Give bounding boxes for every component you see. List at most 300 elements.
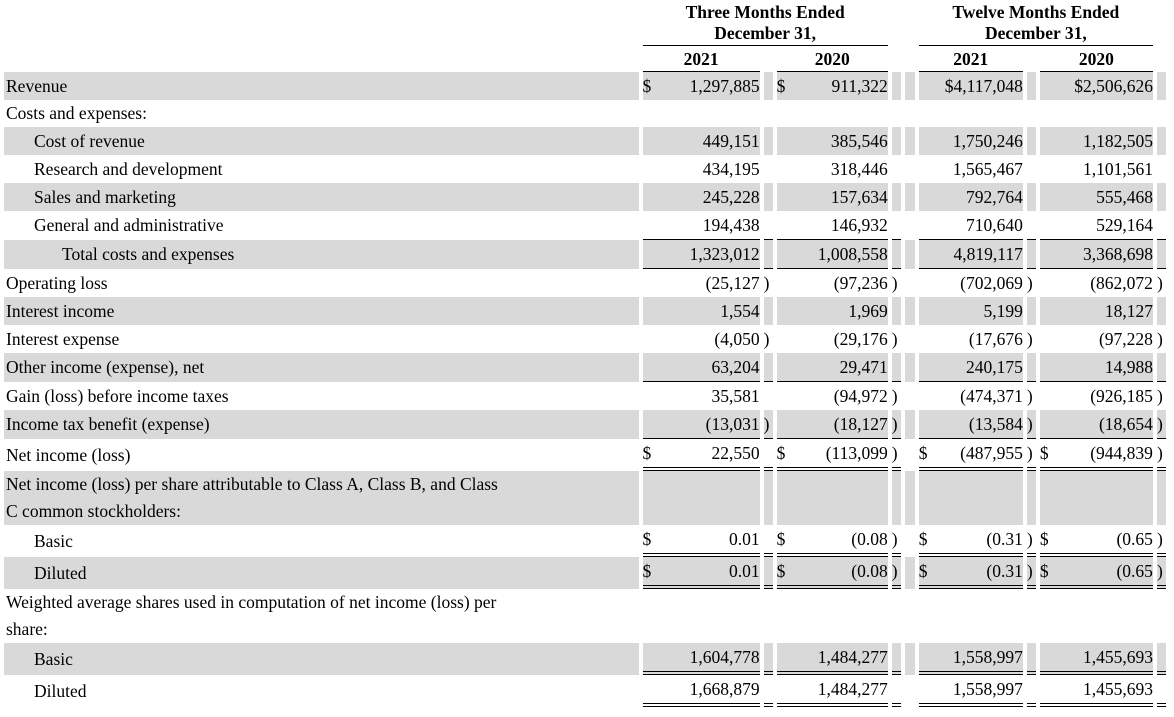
- paren-cell: [1027, 100, 1036, 127]
- group-spacer: [905, 0, 915, 46]
- amount: (97,228: [1098, 328, 1153, 349]
- paren-cell: [1157, 643, 1166, 675]
- row-label-line: Weighted average shares used in computation of net income (loss) per: [6, 592, 497, 612]
- group-header-row: [4, 0, 1166, 46]
- group-spacer: [905, 675, 915, 707]
- value-cell: [777, 557, 888, 589]
- amount: 449,151: [702, 130, 760, 151]
- value-cell: [777, 240, 888, 269]
- paren-cell: [764, 240, 773, 269]
- paren-cell: [1157, 240, 1166, 269]
- paren-cell: ): [891, 272, 898, 293]
- paren-cell: [1027, 589, 1036, 643]
- amount: 245,228: [702, 186, 760, 207]
- value-cell: [643, 183, 760, 211]
- value-cell: [1040, 297, 1153, 325]
- row-label: Cost of revenue: [4, 127, 639, 155]
- value-cell: [919, 211, 1023, 240]
- value-cell: [1040, 100, 1153, 127]
- amount: (0.31: [986, 560, 1023, 581]
- paren-cell: ): [1027, 525, 1036, 557]
- dollar-sign: $: [776, 442, 786, 463]
- paren-cell: [1027, 675, 1036, 707]
- paren-cell: [764, 72, 773, 100]
- paren-cell: [764, 643, 773, 675]
- table-row: [4, 382, 1166, 410]
- group-spacer: [905, 382, 915, 410]
- dollar-sign: $: [642, 442, 652, 463]
- table-row: [4, 127, 1166, 155]
- value-cell: [777, 439, 888, 471]
- paren-cell: [764, 525, 773, 557]
- value-cell: [1040, 439, 1153, 471]
- row-label: Research and development: [34, 158, 223, 179]
- paren-cell: [892, 127, 901, 155]
- paren-cell: [1027, 297, 1036, 325]
- amount: 35,581: [711, 385, 760, 406]
- value-cell: [643, 643, 760, 675]
- value-cell: [1040, 127, 1153, 155]
- amount: 18,127: [1104, 300, 1153, 321]
- value-cell: [1040, 183, 1153, 211]
- dollar-sign: $: [918, 560, 928, 581]
- amount: 1,484,277: [817, 646, 888, 667]
- row-label: Interest income: [4, 297, 639, 325]
- value-cell: [777, 325, 888, 353]
- paren-cell: ): [1157, 557, 1166, 589]
- group-title-line: Twelve Months Ended: [952, 2, 1120, 22]
- row-label: [4, 589, 639, 643]
- paren-cell: [892, 183, 901, 211]
- amount: 0.01: [729, 528, 760, 549]
- amount: 1,969: [848, 300, 888, 321]
- value-cell: [777, 297, 888, 325]
- group-spacer: [905, 297, 915, 325]
- paren-cell: ): [1027, 557, 1036, 589]
- paren-cell: ): [1156, 385, 1163, 406]
- amount: 911,322: [831, 75, 888, 96]
- row-label: Income tax benefit (expense): [4, 410, 639, 439]
- paren-cell: ): [1156, 272, 1163, 293]
- amount: 29,471: [839, 356, 888, 377]
- paren-cell: ): [1026, 385, 1033, 406]
- row-label: [4, 471, 639, 525]
- table-row: [4, 240, 1166, 269]
- value-cell: [919, 675, 1023, 707]
- table-row: [4, 353, 1166, 382]
- row-label: Total costs and expenses: [4, 240, 639, 269]
- paren-cell: [764, 589, 773, 643]
- value-cell: [777, 72, 888, 100]
- group-spacer: [905, 100, 915, 127]
- row-label: Sales and marketing: [4, 183, 639, 211]
- row-label: General and administrative: [34, 215, 224, 235]
- amount: (862,072: [1090, 272, 1153, 293]
- value-cell: [1040, 643, 1153, 675]
- amount: (13,584: [968, 413, 1023, 434]
- value-cell: [643, 382, 760, 410]
- paren-cell: [764, 211, 773, 240]
- dollar-sign: $: [642, 75, 652, 96]
- amount: 22,550: [711, 442, 760, 463]
- group-spacer: [905, 643, 915, 675]
- value-cell: [643, 100, 760, 127]
- value-cell: [777, 643, 888, 675]
- paren-cell: [764, 557, 773, 589]
- paren-cell: [892, 471, 901, 525]
- table-row: [4, 155, 1166, 183]
- paren-cell: [764, 297, 773, 325]
- paren-cell: ): [892, 557, 901, 589]
- value-cell: [643, 410, 760, 439]
- paren-cell: ): [891, 328, 898, 349]
- value-cell: [777, 127, 888, 155]
- dollar-sign: $: [1039, 442, 1049, 463]
- paren-cell: [1157, 127, 1166, 155]
- dollar-sign: $: [1039, 528, 1049, 549]
- paren-cell: [1157, 72, 1166, 100]
- table-row: [4, 471, 1166, 525]
- paren-cell: ): [1026, 272, 1033, 293]
- table-row: [4, 211, 1166, 240]
- paren-cell: [1157, 297, 1166, 325]
- amount: (25,127: [705, 272, 760, 293]
- row-label: Costs and expenses:: [6, 103, 147, 123]
- value-cell: [777, 471, 888, 525]
- amount: (94,972: [833, 385, 888, 406]
- table-row: [4, 100, 1166, 127]
- value-cell: [1040, 382, 1153, 410]
- amount: 0.01: [729, 560, 760, 581]
- group-spacer: [905, 325, 915, 353]
- value-cell: [643, 297, 760, 325]
- value-cell: [643, 353, 760, 382]
- amount: (17,676: [968, 328, 1023, 349]
- paren-cell: [1157, 471, 1166, 525]
- paren-cell: ): [1027, 439, 1036, 471]
- value-cell: [919, 127, 1023, 155]
- amount: 529,164: [1096, 214, 1153, 235]
- row-label: Diluted: [34, 680, 87, 701]
- table-row: [4, 439, 1166, 471]
- paren-cell: [1027, 127, 1036, 155]
- amount: 710,640: [965, 214, 1023, 235]
- amount: 1,565,467: [952, 158, 1023, 179]
- group-spacer: [905, 183, 915, 211]
- year-header-12m-2021: 2021: [919, 46, 1023, 72]
- amount: (0.65: [1116, 528, 1153, 549]
- paren-cell: [1027, 211, 1036, 240]
- amount: 1,323,012: [689, 243, 760, 264]
- row-label: Gain (loss) before income taxes: [6, 385, 229, 406]
- year-header-12m-2020: 2020: [1040, 46, 1153, 72]
- value-cell: [1040, 353, 1153, 382]
- value-cell: [919, 155, 1023, 183]
- label-column-header: [4, 0, 639, 46]
- amount: 146,932: [830, 214, 888, 235]
- amount: (18,654: [1098, 413, 1153, 434]
- value-cell: [777, 410, 888, 439]
- value-cell: [643, 471, 760, 525]
- value-cell: [919, 240, 1023, 269]
- paren-cell: [764, 353, 773, 382]
- paren-cell: [764, 382, 773, 410]
- row-label: Net income (loss): [6, 444, 131, 465]
- value-cell: [919, 471, 1023, 525]
- value-cell: [777, 100, 888, 127]
- amount: 792,764: [965, 186, 1023, 207]
- paren-cell: [892, 353, 901, 382]
- amount: 1,455,693: [1082, 678, 1153, 699]
- table-body: [4, 72, 1166, 707]
- paren-cell: [764, 155, 773, 183]
- value-cell: [643, 211, 760, 240]
- amount: 4,819,117: [953, 243, 1023, 264]
- paren-cell: ): [763, 272, 770, 293]
- amount: (13,031: [705, 413, 760, 434]
- paren-cell: [892, 643, 901, 675]
- paren-cell: [892, 211, 901, 240]
- paren-cell: [892, 589, 901, 643]
- row-label: Interest expense: [6, 328, 120, 349]
- amount: (18,127: [833, 413, 888, 434]
- paren-cell: ): [764, 410, 773, 439]
- paren-cell: [764, 100, 773, 127]
- value-cell: [919, 269, 1023, 297]
- amount: 555,468: [1096, 186, 1153, 207]
- value-cell: [1040, 72, 1153, 100]
- paren-cell: ): [1157, 439, 1166, 471]
- table-row: [4, 183, 1166, 211]
- value-cell: [1040, 240, 1153, 269]
- value-cell: [643, 269, 760, 297]
- value-cell: [919, 525, 1023, 557]
- dollar-sign: $: [918, 442, 928, 463]
- paren-cell: ): [1156, 328, 1163, 349]
- value-cell: [919, 353, 1023, 382]
- amount: $2,506,626: [1074, 75, 1153, 96]
- row-label: Diluted: [4, 557, 639, 589]
- value-cell: [919, 557, 1023, 589]
- amount: 1,668,879: [689, 678, 760, 699]
- row-label: Basic: [4, 643, 639, 675]
- value-cell: [919, 410, 1023, 439]
- paren-cell: [1157, 211, 1166, 240]
- group-header-three-months: [643, 0, 888, 46]
- amount: 1,484,277: [817, 678, 888, 699]
- paren-cell: [1027, 46, 1036, 72]
- amount: 1,554: [720, 300, 760, 321]
- value-cell: [919, 325, 1023, 353]
- amount: 14,988: [1104, 356, 1153, 377]
- amount: 1,297,885: [689, 75, 760, 96]
- paren-cell: [1157, 589, 1166, 643]
- paren-cell: [764, 439, 773, 471]
- value-cell: [1040, 471, 1153, 525]
- group-title-line: Three Months Ended: [685, 2, 845, 22]
- paren-cell: [892, 675, 901, 707]
- row-label-line: C common stockholders:: [6, 501, 181, 521]
- row-label: Operating loss: [6, 272, 108, 293]
- value-cell: [919, 589, 1023, 643]
- amount: 63,204: [711, 356, 760, 377]
- group-spacer: [905, 72, 915, 100]
- paren-cell: [1027, 471, 1036, 525]
- paren-cell: [1157, 155, 1166, 183]
- table-row: [4, 72, 1166, 100]
- table-row: [4, 325, 1166, 353]
- row-label: Revenue: [4, 72, 639, 100]
- paren-cell: [1157, 100, 1166, 127]
- paren-cell: [892, 297, 901, 325]
- paren-cell: [892, 46, 901, 72]
- group-title-line: December 31,: [714, 23, 816, 43]
- group-spacer: [905, 211, 915, 240]
- paren-cell: ): [892, 439, 901, 471]
- paren-cell: ): [892, 410, 901, 439]
- paren-cell: [1157, 183, 1166, 211]
- value-cell: [643, 675, 760, 707]
- value-cell: [1040, 325, 1153, 353]
- value-cell: [919, 100, 1023, 127]
- value-cell: [777, 675, 888, 707]
- amount: (4,050: [714, 328, 760, 349]
- amount: 318,446: [830, 158, 888, 179]
- paren-cell: [764, 675, 773, 707]
- value-cell: [919, 183, 1023, 211]
- paren-cell: [764, 471, 773, 525]
- value-cell: [643, 72, 760, 100]
- group-spacer: [905, 439, 915, 471]
- table-row: [4, 525, 1166, 557]
- label-column-header: [4, 46, 639, 72]
- value-cell: [1040, 211, 1153, 240]
- amount: (944,839: [1090, 442, 1153, 463]
- paren-cell: ): [891, 385, 898, 406]
- table-row: [4, 675, 1166, 707]
- value-cell: [643, 525, 760, 557]
- year-header-3m-2021: 2021: [643, 46, 760, 72]
- paren-cell: [1157, 46, 1166, 72]
- amount: 1,182,505: [1082, 130, 1153, 151]
- dollar-sign: $: [776, 75, 786, 96]
- value-cell: [1040, 410, 1153, 439]
- paren-cell: [1027, 643, 1036, 675]
- amount: 1,558,997: [952, 678, 1023, 699]
- dollar-sign: $: [918, 528, 928, 549]
- value-cell: [777, 183, 888, 211]
- paren-cell: ): [1157, 410, 1166, 439]
- dollar-sign: $: [776, 560, 786, 581]
- group-spacer: [905, 525, 915, 557]
- paren-cell: [1157, 0, 1166, 46]
- amount: (0.08: [851, 528, 888, 549]
- amount: (0.08: [851, 560, 888, 581]
- amount: (702,069: [960, 272, 1023, 293]
- paren-cell: [1027, 240, 1036, 269]
- value-cell: [919, 72, 1023, 100]
- group-title-line: December 31,: [984, 23, 1087, 43]
- paren-cell: ): [892, 525, 901, 557]
- table-row: [4, 589, 1166, 643]
- row-label: Other income (expense), net: [4, 353, 639, 382]
- value-cell: [1040, 675, 1153, 707]
- dollar-sign: $: [642, 560, 652, 581]
- amount: 194,438: [702, 214, 760, 235]
- paren-cell: [892, 100, 901, 127]
- amount: 1,750,246: [952, 130, 1023, 151]
- value-cell: [643, 325, 760, 353]
- value-cell: [777, 269, 888, 297]
- paren-cell: [892, 72, 901, 100]
- value-cell: [777, 589, 888, 643]
- amount: 157,634: [830, 186, 888, 207]
- amount: (0.65: [1116, 560, 1153, 581]
- group-spacer: [905, 46, 915, 72]
- amount: 1,008,558: [817, 243, 888, 264]
- amount: (97,236: [833, 272, 888, 293]
- group-spacer: [905, 155, 915, 183]
- value-cell: [1040, 557, 1153, 589]
- year-header-3m-2020: 2020: [777, 46, 888, 72]
- amount: 3,368,698: [1082, 243, 1153, 264]
- value-cell: [643, 439, 760, 471]
- paren-cell: [1027, 183, 1036, 211]
- amount: 1,558,997: [952, 646, 1023, 667]
- row-label-line: share:: [6, 619, 48, 639]
- paren-cell: ): [763, 328, 770, 349]
- value-cell: [777, 211, 888, 240]
- value-cell: [777, 155, 888, 183]
- amount: (113,099: [825, 442, 888, 463]
- paren-cell: [764, 183, 773, 211]
- value-cell: [643, 589, 760, 643]
- paren-cell: [892, 240, 901, 269]
- value-cell: [1040, 155, 1153, 183]
- value-cell: [643, 127, 760, 155]
- amount: (474,371: [960, 385, 1023, 406]
- group-spacer: [905, 410, 915, 439]
- paren-cell: [764, 127, 773, 155]
- paren-cell: [1157, 675, 1166, 707]
- table-row: [4, 269, 1166, 297]
- dollar-sign: $: [642, 528, 652, 549]
- paren-cell: [1157, 353, 1166, 382]
- table-row: [4, 643, 1166, 675]
- amount: 1,101,561: [1082, 158, 1153, 179]
- paren-cell: ): [1026, 328, 1033, 349]
- table-row: [4, 557, 1166, 589]
- group-spacer: [905, 589, 915, 643]
- paren-cell: [892, 155, 901, 183]
- group-spacer: [905, 557, 915, 589]
- amount: $4,117,048: [944, 75, 1023, 96]
- amount: 1,455,693: [1082, 646, 1153, 667]
- paren-cell: [1027, 155, 1036, 183]
- paren-cell: ): [1157, 525, 1166, 557]
- paren-cell: [892, 0, 901, 46]
- table-row: [4, 297, 1166, 325]
- amount: (926,185: [1090, 385, 1153, 406]
- amount: (487,955: [960, 442, 1023, 463]
- value-cell: [643, 557, 760, 589]
- amount: (29,176: [833, 328, 888, 349]
- paren-cell: [1027, 72, 1036, 100]
- group-header-twelve-months: [919, 0, 1153, 46]
- year-header-row: [4, 46, 1166, 72]
- paren-cell: [764, 46, 773, 72]
- value-cell: [777, 382, 888, 410]
